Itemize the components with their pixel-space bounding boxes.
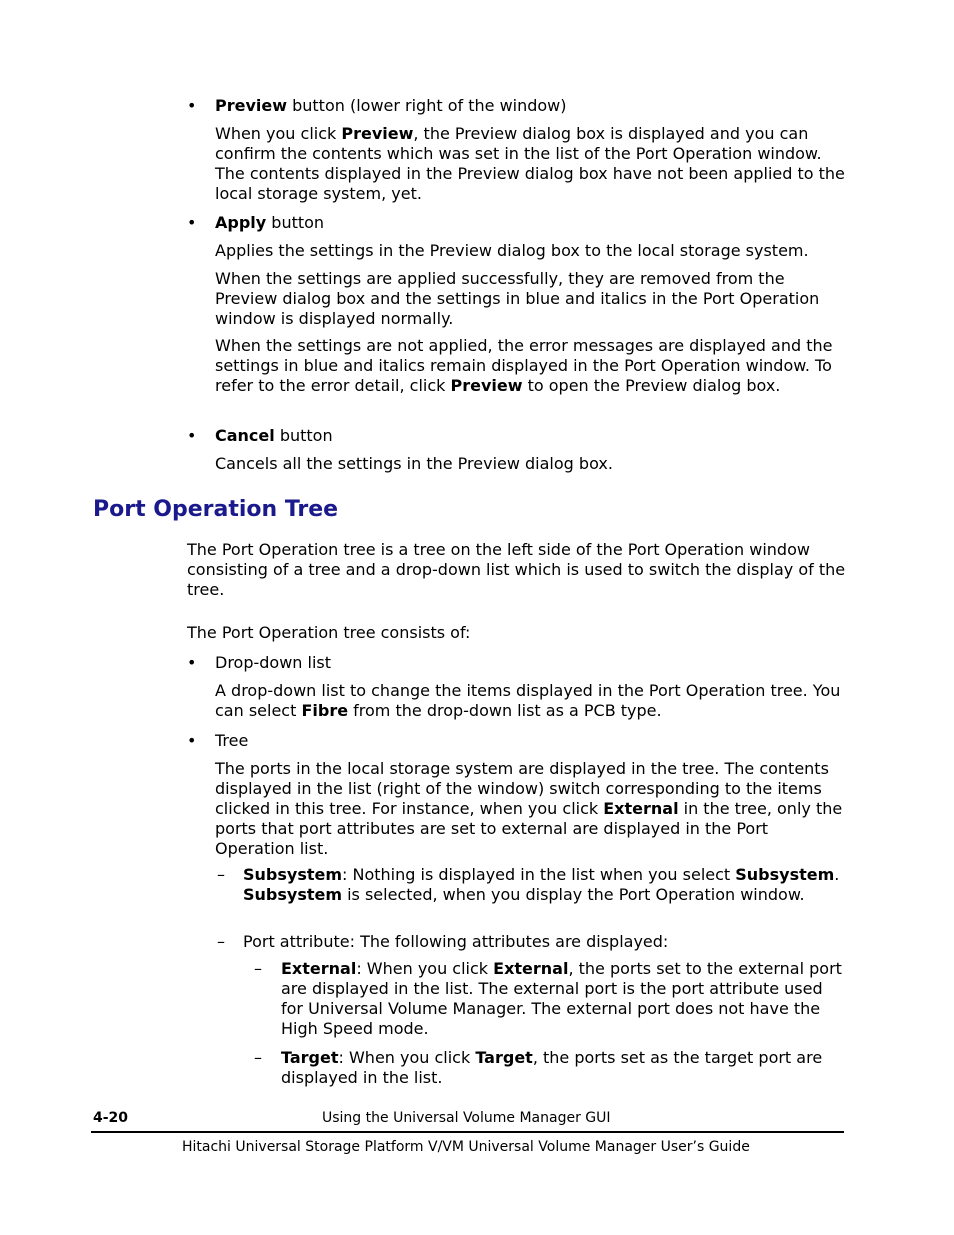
footer-document-title: Hitachi Universal Storage Platform V/VM Universal Volume Manager User’s Guide [182, 1139, 750, 1155]
dropdown-description [215, 681, 845, 721]
bold-term: Subsystem [243, 885, 343, 904]
page-number: 4-20 [93, 1110, 129, 1126]
text: , the Preview dialog box is displayed and you can confirm the contents which was set in the list of the Port Operation window. The contents displayed in the Preview dialog box have not been applied to the local storage system, yet. [215, 124, 845, 203]
footer-divider [91, 1131, 844, 1133]
port-attribute-item: Port attribute: The following attributes are displayed: [243, 932, 669, 951]
bullet: • [187, 96, 197, 115]
cancel-item-title [215, 426, 845, 446]
bullet: • [187, 653, 197, 672]
bullet: • [187, 213, 197, 232]
text: The ports in the local storage system are displayed in the tree. The contents displayed in the list (right of the window) switch corresponding to the items clicked in this tree. For instance, when you click [215, 759, 829, 818]
dropdown-item-title: Drop-down list [215, 653, 332, 672]
text: is selected, when you display the Port Operation window. [342, 885, 805, 904]
target-item [281, 1048, 843, 1088]
bold-term: Subsystem [735, 865, 835, 884]
text: , the ports set as the target port are displayed in the list. [281, 1048, 823, 1087]
text: from the drop-down list as a PCB type. [348, 701, 662, 720]
cancel-term: Cancel [215, 426, 275, 445]
bold-term: Preview [341, 124, 414, 143]
bullet: • [187, 731, 197, 750]
preview-title-rest: button (lower right of the window) [287, 96, 567, 115]
text: : When you click [356, 959, 494, 978]
tree-description [215, 759, 845, 859]
dash: – [217, 932, 225, 951]
text: . [834, 865, 840, 884]
subsystem-item [243, 865, 843, 905]
external-item [281, 959, 843, 1039]
text: : Nothing is displayed in the list when you select [342, 865, 736, 884]
bold-term: Target [281, 1048, 339, 1067]
footer-section-title: Using the Universal Volume Manager GUI [322, 1110, 611, 1126]
apply-title-rest: button [266, 213, 325, 232]
text: When the settings are not applied, the error messages are displayed and the settings in blue and italics remain displayed in the Port Operation window. To refer to the error detail, click [215, 336, 833, 395]
dash: – [254, 959, 262, 978]
text: in the tree, only the ports that port attributes are set to external are displayed in the Port Operation list. [215, 799, 843, 858]
cancel-description: Cancels all the settings in the Preview dialog box. [215, 454, 613, 473]
tree-item-title: Tree [215, 731, 249, 750]
dash: – [217, 865, 225, 884]
text: to open the Preview dialog box. [522, 376, 781, 395]
text: : When you click [338, 1048, 476, 1067]
apply-term: Apply [215, 213, 267, 232]
cancel-title-rest: button [274, 426, 333, 445]
bold-term: Preview [450, 376, 523, 395]
section-intro: The Port Operation tree is a tree on the left side of the Port Operation window consisting of a tree and a drop-down list which is used to switch the display of the tree. [187, 540, 846, 599]
apply-description-2: When the settings are applied successfully, they are removed from the Preview dialog box and the settings in blue and italics in the Port Operation window is displayed normally. [215, 269, 820, 328]
bold-term: Subsystem [243, 865, 343, 884]
text: When you click [215, 124, 342, 143]
text: A drop-down list to change the items displayed in the Port Operation tree. You can select [215, 681, 841, 720]
bold-term: Fibre [301, 701, 349, 720]
section-heading: Port Operation Tree [93, 497, 339, 522]
apply-item-title [215, 213, 845, 233]
bullet: • [187, 426, 197, 445]
dash: – [254, 1048, 262, 1067]
preview-term: Preview [215, 96, 288, 115]
bold-term: External [493, 959, 569, 978]
bold-term: Target [475, 1048, 533, 1067]
bold-term: External [603, 799, 679, 818]
apply-description-3 [215, 336, 845, 396]
section-consists: The Port Operation tree consists of: [187, 623, 471, 642]
text: , the ports set to the external port are displayed in the list. The external port is the port attribute used for Universal Volume Manager. The external port does not have the High Speed mode. [281, 959, 842, 1038]
preview-description [215, 124, 845, 204]
bold-term: External [281, 959, 357, 978]
preview-item-title [215, 96, 845, 116]
apply-description-1: Applies the settings in the Preview dialog box to the local storage system. [215, 241, 809, 260]
